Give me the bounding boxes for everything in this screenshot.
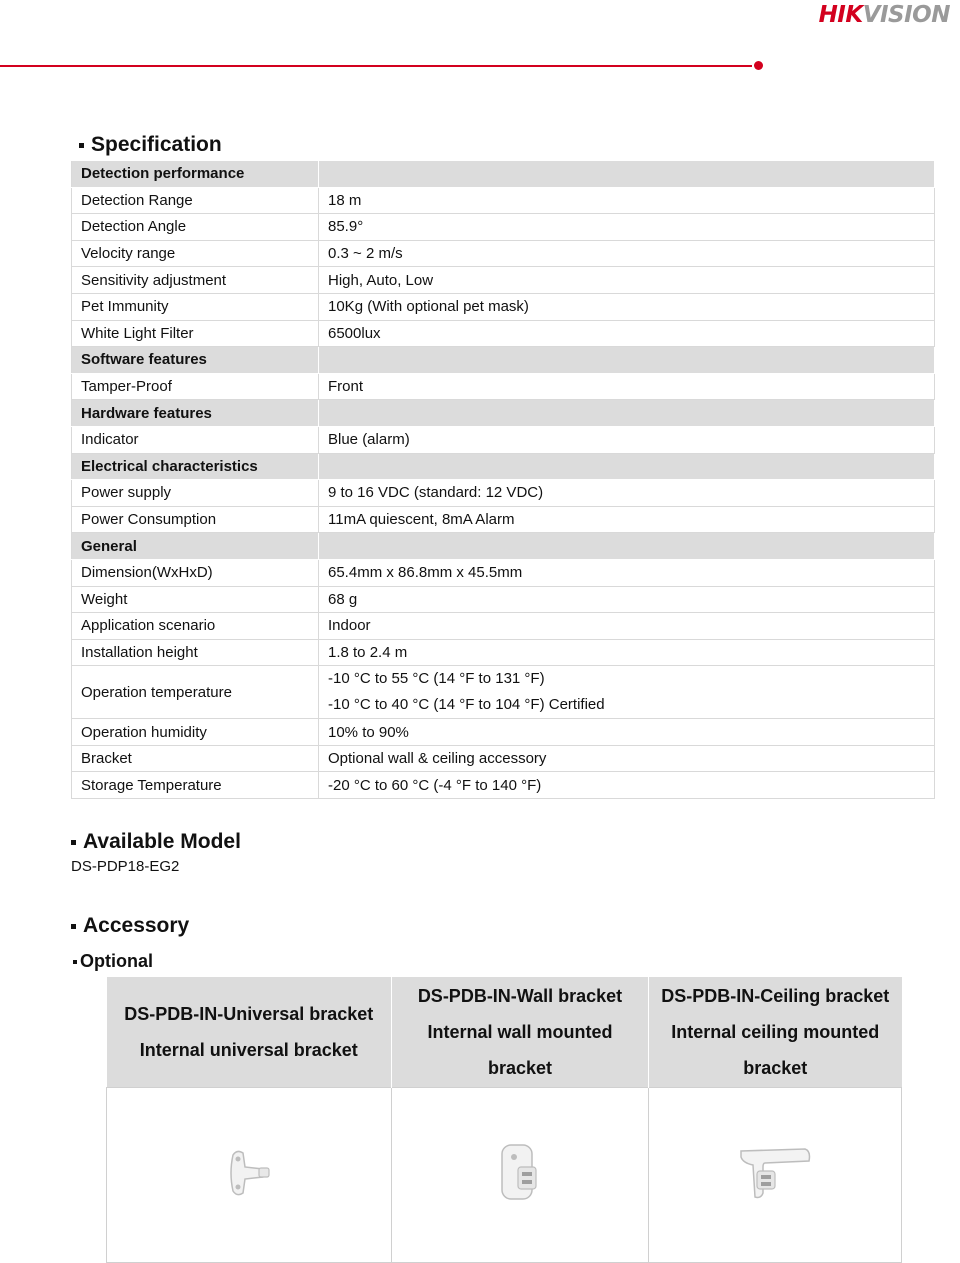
bullet-icon	[79, 143, 84, 148]
spec-label: Power supply	[72, 480, 319, 507]
spec-group-label: Software features	[72, 347, 319, 374]
spec-label: Dimension(WxHxD)	[72, 559, 319, 586]
spec-group-row	[72, 347, 935, 374]
spec-value: 68 g	[319, 586, 935, 613]
spec-label: Pet Immunity	[72, 293, 319, 320]
spec-value: 85.9°	[319, 214, 935, 241]
universal-bracket-icon	[219, 1143, 279, 1203]
available-model-heading: Available Model	[71, 830, 241, 854]
spec-row	[72, 214, 935, 241]
accessory-image-cell	[392, 1088, 649, 1263]
spec-value	[319, 161, 935, 188]
spec-row	[72, 639, 935, 666]
spec-row	[72, 480, 935, 507]
spec-label: White Light Filter	[72, 320, 319, 347]
spec-value-line: -10 °C to 55 °C (14 °F to 131 °F)	[328, 670, 545, 688]
spec-label: Detection Angle	[72, 214, 319, 241]
spec-label: Tamper-Proof	[72, 373, 319, 400]
header-divider	[0, 65, 752, 67]
spec-row	[72, 772, 935, 799]
spec-value: High, Auto, Low	[319, 267, 935, 294]
spec-row	[72, 745, 935, 772]
spec-value: 18 m	[319, 187, 935, 214]
spec-label: Operation humidity	[72, 719, 319, 746]
spec-group-row	[72, 400, 935, 427]
spec-label: Power Consumption	[72, 506, 319, 533]
header-divider-dot	[754, 61, 763, 70]
spec-row	[72, 187, 935, 214]
accessory-desc: Internal wall mounted bracket	[427, 1022, 613, 1078]
spec-row	[72, 320, 935, 347]
spec-value	[319, 400, 935, 427]
bullet-icon	[73, 960, 77, 964]
spec-value	[319, 347, 935, 374]
hikvision-logo: HIKVISION	[818, 2, 950, 28]
optional-subheading: Optional	[73, 951, 153, 972]
specification-heading: Specification	[79, 133, 222, 157]
spec-value	[319, 453, 935, 480]
spec-row	[72, 373, 935, 400]
spec-group-row	[72, 453, 935, 480]
spec-group-row	[72, 161, 935, 188]
spec-value-line: -10 °C to 40 °C (14 °F to 104 °F) Certified	[328, 696, 605, 714]
spec-group-label: General	[72, 533, 319, 560]
spec-group-label: Detection performance	[72, 161, 319, 188]
spec-value: 1.8 to 2.4 m	[319, 639, 935, 666]
accessory-header-wall	[392, 977, 649, 1088]
spec-value: 0.3 ~ 2 m/s	[319, 240, 935, 267]
spec-value	[319, 666, 935, 719]
spec-row	[72, 666, 935, 719]
spec-label: Installation height	[72, 639, 319, 666]
accessory-image-cell	[649, 1088, 902, 1263]
spec-value: Optional wall & ceiling accessory	[319, 745, 935, 772]
spec-group-label: Electrical characteristics	[72, 453, 319, 480]
spec-value: 11mA quiescent, 8mA Alarm	[319, 506, 935, 533]
spec-label: Detection Range	[72, 187, 319, 214]
spec-value	[319, 533, 935, 560]
wall-bracket-icon	[490, 1141, 550, 1205]
spec-row	[72, 559, 935, 586]
ceiling-bracket-icon	[735, 1141, 815, 1205]
spec-label: Velocity range	[72, 240, 319, 267]
spec-row	[72, 719, 935, 746]
spec-row	[72, 506, 935, 533]
spec-label: Storage Temperature	[72, 772, 319, 799]
accessory-name: DS-PDB-IN-Universal bracket	[124, 1004, 374, 1024]
spec-value: 10Kg (With optional pet mask)	[319, 293, 935, 320]
spec-row	[72, 293, 935, 320]
spec-value: Indoor	[319, 613, 935, 640]
spec-value: Front	[319, 373, 935, 400]
spec-row	[72, 240, 935, 267]
spec-row	[72, 426, 935, 453]
spec-label: Weight	[72, 586, 319, 613]
spec-group-label: Hardware features	[72, 400, 319, 427]
spec-group-row	[72, 533, 935, 560]
spec-row	[72, 586, 935, 613]
bullet-icon	[71, 840, 76, 845]
spec-label: Sensitivity adjustment	[72, 267, 319, 294]
spec-label: Indicator	[72, 426, 319, 453]
accessory-desc: Internal ceiling mounted bracket	[671, 1022, 880, 1078]
spec-value: 65.4mm x 86.8mm x 45.5mm	[319, 559, 935, 586]
accessory-name: DS-PDB-IN-Wall bracket	[417, 986, 623, 1006]
spec-row	[72, 613, 935, 640]
accessory-heading: Accessory	[71, 914, 189, 938]
accessory-desc: Internal universal bracket	[139, 1040, 358, 1060]
bullet-icon	[71, 924, 76, 929]
accessory-table	[106, 977, 902, 1263]
accessory-header-ceiling	[649, 977, 902, 1088]
spec-label: Application scenario	[72, 613, 319, 640]
spec-value: 10% to 90%	[319, 719, 935, 746]
spec-value: -20 °C to 60 °C (-4 °F to 140 °F)	[319, 772, 935, 799]
spec-value: 6500lux	[319, 320, 935, 347]
accessory-name: DS-PDB-IN-Ceiling bracket	[661, 986, 890, 1006]
accessory-header-universal	[107, 977, 392, 1088]
spec-label: Bracket	[72, 745, 319, 772]
accessory-image-cell	[107, 1088, 392, 1263]
spec-value: Blue (alarm)	[319, 426, 935, 453]
model-number: DS-PDP18-EG2	[71, 858, 180, 875]
spec-row	[72, 267, 935, 294]
specification-table	[71, 160, 935, 799]
spec-label: Operation temperature	[72, 666, 319, 719]
spec-value: 9 to 16 VDC (standard: 12 VDC)	[319, 480, 935, 507]
